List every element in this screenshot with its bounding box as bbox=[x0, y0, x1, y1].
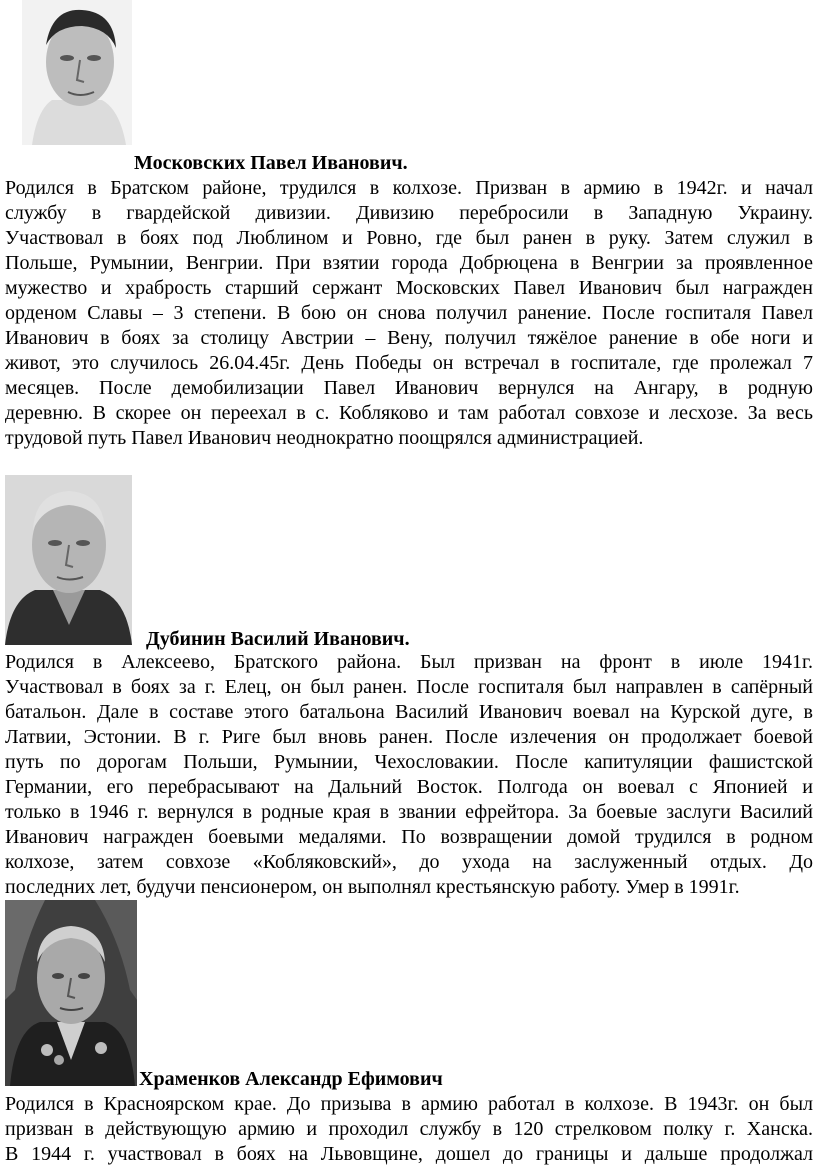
veteran-name: Московских Павел Иванович. bbox=[134, 152, 408, 174]
bio-line: месяцев. После демобилизации Павел Иванович вернулся на Ангару, в родную bbox=[5, 377, 813, 399]
portrait-photo-dubinin bbox=[5, 475, 132, 645]
bio-line: Польше, Румынии, Венгрии. При взятии города Добрюцена в Венгрии за проявленное bbox=[5, 252, 813, 274]
bio-line: Иванович награжден боевыми медалями. По возвращении домой трудился в родном bbox=[5, 826, 813, 848]
portrait-photo-icon bbox=[5, 900, 137, 1086]
bio-line: деревню. В скорее он переехал в с. Кобляково и там работал совхозе и лесхозе. За весь bbox=[5, 402, 813, 424]
veteran-bio bbox=[5, 176, 813, 451]
bio-line: только в 1946 г. вернулся в родные края в звании ефрейтора. За боевые заслуги Василий bbox=[5, 801, 813, 823]
bio-line: призван в действующую армию и проходил службу в 120 стрелковом полку г. Ханска. bbox=[5, 1118, 813, 1140]
veteran-bio bbox=[5, 1092, 813, 1167]
bio-line: Участвовал в боях за г. Елец, он был ранен. После госпиталя был направлен в сапёрный bbox=[5, 676, 813, 698]
bio-line: Иванович в боях за столицу Австрии – Вену, получил тяжёлое ранение в обе ноги и bbox=[5, 327, 813, 349]
portrait-photo-icon bbox=[22, 0, 132, 145]
bio-line: Родился в Красноярском крае. До призыва в армию работал в колхозе. В 1943г. он был bbox=[5, 1093, 813, 1115]
bio-line: Германии, его перебрасывают на Дальний Восток. Полгода он воевал с Японией и bbox=[5, 776, 813, 798]
veteran-bio bbox=[5, 650, 813, 900]
bio-line: Участвовал в боях под Люблином и Ровно, где был ранен в руку. Затем служил в bbox=[5, 227, 813, 249]
bio-line: Родился в Алексеево, Братского района. Был призван на фронт в июле 1941г. bbox=[5, 651, 813, 673]
bio-line: трудовой путь Павел Иванович неоднократно поощрялся администрацией. bbox=[5, 427, 644, 449]
veteran-name: Дубинин Василий Иванович. bbox=[146, 628, 410, 650]
portrait-photo-icon bbox=[5, 475, 132, 645]
bio-line: батальон. Дале в составе этого батальона Василий Иванович воевал на Курской дуге, в bbox=[5, 701, 813, 723]
bio-line: службу в гвардейской дивизии. Дивизию перебросили в Западную Украину. bbox=[5, 202, 813, 224]
bio-line: Латвии, Эстонии. В г. Риге был вновь ранен. После излечения он продолжает боевой bbox=[5, 726, 813, 748]
bio-line: мужество и храбрость старший сержант Московских Павел Иванович был награжден bbox=[5, 277, 813, 299]
portrait-photo-moskovskikh bbox=[22, 0, 132, 145]
bio-line: путь по дорогам Польши, Румынии, Чехословакии. После капитуляции фашистской bbox=[5, 751, 813, 773]
bio-line: Родился в Братском районе, трудился в колхозе. Призван в армию в 1942г. и начал bbox=[5, 177, 813, 199]
bio-line: орденом Славы – 3 степени. В бою он снова получил ранение. После госпиталя Павел bbox=[5, 302, 813, 324]
bio-line: колхозе, затем совхозе «Кобляковский», до ухода на заслуженный отдых. До bbox=[5, 851, 813, 873]
bio-line: В 1944 г. участвовал в боях на Львовщине, дошел до границы и дальше продолжал bbox=[5, 1143, 813, 1165]
veteran-name: Храменков Александр Ефимович bbox=[139, 1068, 443, 1090]
bio-line: живот, это случилось 26.04.45г. День Победы он встречал в госпитале, где пролежал 7 bbox=[5, 352, 813, 374]
bio-line: последних лет, будучи пенсионером, он выполнял крестьянскую работу. Умер в 1991г. bbox=[5, 876, 740, 898]
portrait-photo-khramenkov bbox=[5, 900, 137, 1086]
